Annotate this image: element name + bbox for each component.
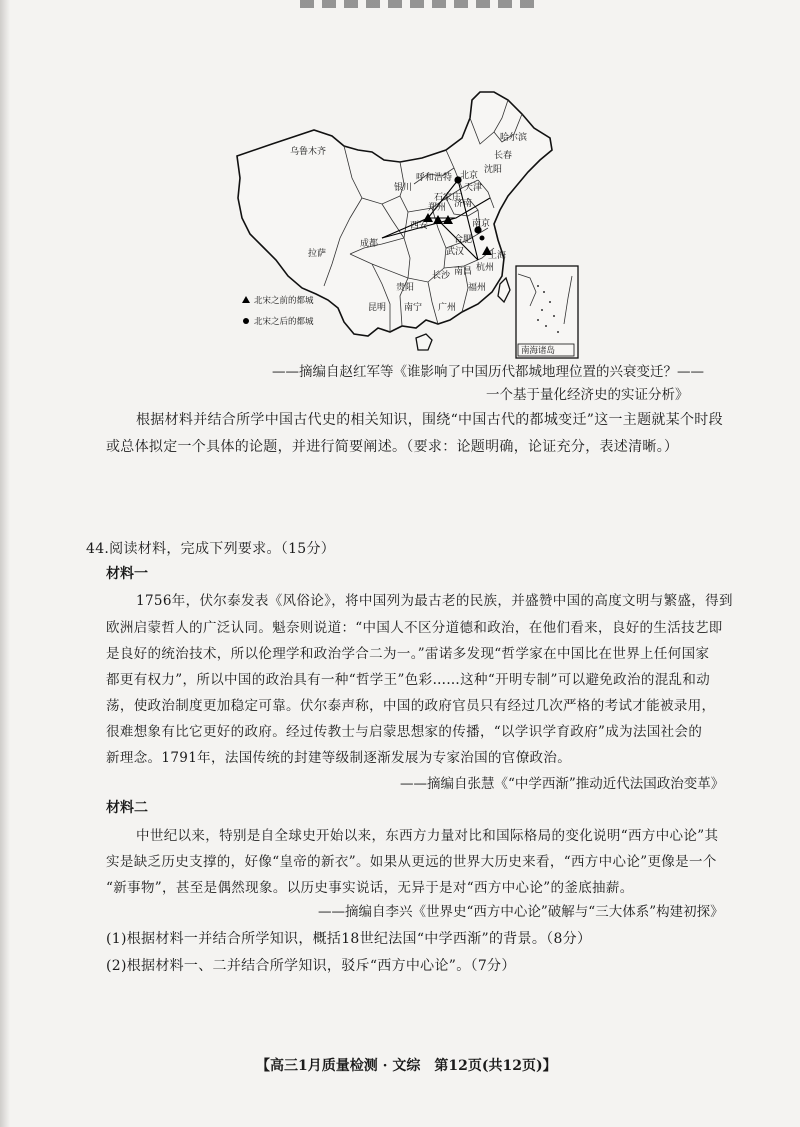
city-label: 成都 bbox=[360, 239, 379, 249]
legend-before-label: 北宋之前的都城 bbox=[254, 296, 314, 306]
city-label: 西安 bbox=[410, 221, 429, 231]
material1-line: 荡，使政治制度更加稳定可靠。伏尔泰声称，中国的政府官员只有经过几次严格的考试才能被录用， bbox=[106, 698, 716, 714]
city-label: 沈阳 bbox=[484, 165, 503, 175]
legend-triangle-icon bbox=[242, 296, 250, 303]
inset-label: 南海诸岛 bbox=[521, 346, 556, 356]
city-label: 上海 bbox=[488, 251, 507, 261]
page-footer: 【高三1月质量检测 · 文综 第12页(共12页)】 bbox=[256, 1058, 557, 1074]
city-label: 南宁 bbox=[404, 303, 423, 313]
city-label: 昆明 bbox=[368, 303, 387, 313]
material1-line: 是良好的统治技术，所以伦理学和政治学合二为一。”雷诺多发现“哲学家在中国比在世界上任何国家 bbox=[106, 646, 710, 662]
city-label: 福州 bbox=[468, 283, 487, 293]
material2-label: 材料二 bbox=[106, 800, 148, 816]
city-label: 长春 bbox=[494, 151, 513, 161]
city-label: 南昌 bbox=[454, 267, 473, 277]
china-map-svg bbox=[232, 88, 584, 364]
city-label: 济南 bbox=[454, 199, 473, 209]
q43-source-line2: 一个基于量化经济史的实证分析》 bbox=[486, 387, 689, 403]
q44-subquestion-2: (2)根据材料一、二并结合所学知识，驳斥“西方中心论”。（7分） bbox=[106, 958, 516, 974]
cropped-header-fragment bbox=[300, 0, 540, 8]
legend-dot-icon bbox=[243, 318, 249, 324]
marker-dot-nanjing-2 bbox=[480, 236, 485, 241]
q43-question-line1: 根据材料并结合所学中国古代史的相关知识，围绕“中国古代的都城变迁”这一主题就某个时段 bbox=[136, 412, 723, 428]
hainan-island bbox=[416, 334, 432, 350]
city-label: 郑州 bbox=[428, 203, 447, 213]
material2-line: “新事物”，甚至是偶然现象。以历史事实说话，无异于是对“西方中心论”的釜底抽薪。 bbox=[106, 880, 634, 896]
material2-source: ——摘编自李兴《世界史“西方中心论”破解与“三大体系”构建初探》 bbox=[318, 904, 724, 920]
city-label: 合肥 bbox=[454, 235, 473, 245]
city-label: 呼和浩特 bbox=[416, 173, 453, 183]
city-label: 哈尔滨 bbox=[500, 133, 528, 143]
material1-label: 材料一 bbox=[106, 566, 148, 582]
legend-after-label: 北宋之后的都城 bbox=[254, 317, 314, 327]
page-edge-shadow bbox=[0, 0, 10, 1127]
city-label: 武汉 bbox=[446, 247, 465, 257]
city-label: 乌鲁木齐 bbox=[290, 147, 327, 157]
material1-source: ——摘编自张慧《“中学西渐”推动近代法国政治变革》 bbox=[400, 776, 725, 792]
city-label: 北京 bbox=[460, 171, 479, 181]
material1-line: 欧洲启蒙哲人的广泛认同。魁奈则说道：“中国人不区分道德和政治，在他们看来，良好的生活技艺即 bbox=[106, 620, 723, 636]
material1-line: 都更有权力”，所以中国的政治具有一种“哲学王”色彩……这种“开明专制”可以避免政治的混乱和动 bbox=[106, 672, 711, 688]
capital-map bbox=[232, 88, 584, 364]
south-china-sea-inset bbox=[516, 266, 578, 358]
q44-title: 44.阅读材料，完成下列要求。（15分） bbox=[86, 541, 336, 557]
material1-line: 1756年，伏尔泰发表《风俗论》，将中国列为最古老的民族，并盛赞中国的高度文明与繁盛，得到 bbox=[136, 593, 733, 609]
city-label: 贵阳 bbox=[396, 283, 415, 293]
q43-source-line1: ——摘编自赵红军等《谁影响了中国历代都城地理位置的兴衰变迁？—— bbox=[272, 364, 704, 380]
q43-question-line2: 或总体拟定一个具体的论题，并进行简要阐述。（要求：论题明确，论证充分，表述清晰。） bbox=[106, 439, 679, 455]
city-label: 杭州 bbox=[476, 263, 495, 273]
city-label: 拉萨 bbox=[308, 249, 327, 259]
city-label: 长沙 bbox=[432, 271, 451, 281]
material1-line: 新理念。1791年，法国传统的封建等级制逐渐发展为专家治国的官僚政治。 bbox=[106, 750, 572, 766]
city-label: 石家庄 bbox=[434, 193, 462, 203]
material2-line: 中世纪以来，特别是自全球史开始以来，东西方力量对比和国际格局的变化说明“西方中心论”其 bbox=[136, 828, 719, 844]
q44-subquestion-1: (1)根据材料一并结合所学知识，概括18世纪法国“中学西渐”的背景。（8分） bbox=[106, 931, 592, 947]
taiwan-island bbox=[498, 278, 510, 302]
material1-line: 很难想象有比它更好的政府。经过传教士与启蒙思想家的传播，“以学识学育政府”成为法国社会的 bbox=[106, 724, 703, 740]
city-label: 广州 bbox=[438, 303, 457, 313]
city-label: 银川 bbox=[394, 183, 413, 193]
material2-line: 实是缺乏历史支撑的，好像“皇帝的新衣”。如果从更远的世界大历史来看，“西方中心论”更像是一个 bbox=[106, 854, 717, 870]
city-label: 南京 bbox=[472, 219, 491, 229]
map-legend bbox=[242, 295, 314, 327]
city-label: 天津 bbox=[464, 183, 483, 193]
